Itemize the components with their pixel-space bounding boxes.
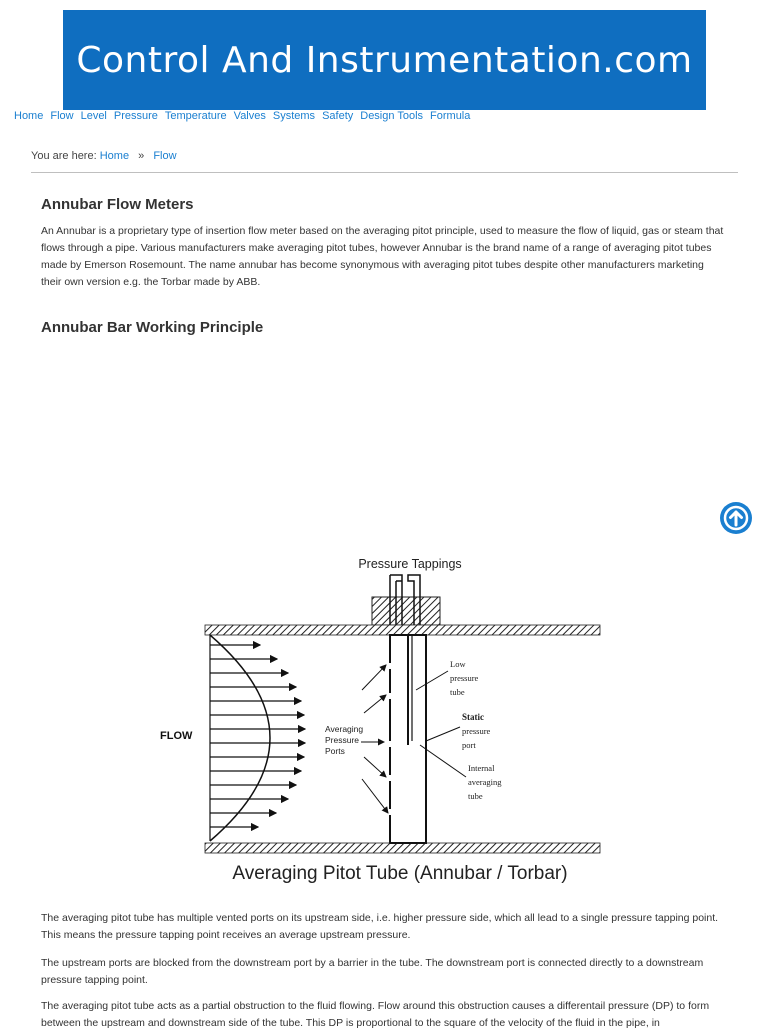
nav-level[interactable]: Level: [80, 110, 107, 122]
pressure-tappings-label: Pressure Tappings: [358, 557, 462, 571]
internal-label-3: tube: [468, 791, 483, 801]
nav-design-tools[interactable]: Design Tools: [360, 110, 424, 122]
nav-flow[interactable]: Flow: [50, 110, 74, 122]
tapping-block: [372, 597, 440, 625]
divider: [31, 172, 738, 173]
nav-systems[interactable]: Systems: [272, 110, 316, 122]
static-label-2: pressure: [462, 726, 491, 736]
velocity-arrows: [210, 645, 305, 827]
scroll-to-top-button[interactable]: [720, 502, 752, 534]
nav-pressure[interactable]: Pressure: [113, 110, 158, 122]
low-label-3: tube: [450, 687, 465, 697]
internal-label-2: averaging: [468, 777, 502, 787]
internal-label-1: Internal: [468, 763, 495, 773]
static-label-1: Static: [462, 712, 484, 722]
breadcrumb: [31, 150, 177, 162]
nav-valves[interactable]: Valves: [233, 110, 266, 122]
site-banner[interactable]: [63, 10, 706, 110]
breadcrumb-separator: »: [138, 150, 145, 162]
banner-title: Control And Instrumentation.com: [76, 39, 693, 81]
paragraph-3: The upstream ports are blocked from the downstream port by a barrier in the tube. The downstream port is connected directly to a downstream pressure tapping point.: [41, 957, 704, 986]
pipe-wall-top: [205, 625, 600, 635]
page-title: Annubar Flow Meters: [41, 196, 194, 213]
ports-label-1: Averaging: [325, 724, 364, 734]
diagram-caption: Averaging Pitot Tube (Annubar / Torbar): [232, 863, 568, 884]
intro-paragraph: An Annubar is a proprietary type of insertion flow meter based on the averaging pitot principle, used to measure the flow of liquid, gas or steam that flows through a pipe. Various manufacturers make averaging pitot tubes, however Annubar is the brand name of a range of averaging pitot tubes made by Emerson Rosemount. The name annubar has become synonymous with averaging pitot tubes despite other manufacturers marketing their own version e.g. the Torbar made by ABB.: [41, 225, 724, 288]
nav-formula[interactable]: Formula: [430, 110, 471, 122]
breadcrumb-home[interactable]: Home: [99, 150, 130, 162]
velocity-profile: [210, 635, 270, 841]
low-label-1: Low: [450, 659, 466, 669]
nav-safety[interactable]: Safety: [322, 110, 354, 122]
static-label-3: port: [462, 740, 476, 750]
paragraph-2: The averaging pitot tube has multiple vented ports on its upstream side, i.e. higher pressure side, which all lead to a single pressure tapping point. This means the pressure tapping point receives an average upstream pressure.: [41, 912, 719, 941]
nav-temperature[interactable]: Temperature: [164, 110, 227, 122]
low-label-2: pressure: [450, 673, 479, 683]
pipe-wall-bottom: [205, 843, 600, 853]
flow-label: FLOW: [160, 730, 193, 742]
section-title: Annubar Bar Working Principle: [41, 319, 264, 336]
arrow-up-circle-icon: [720, 502, 752, 534]
annubar-diagram: [150, 545, 620, 890]
ports-label-3: Ports: [325, 746, 345, 756]
main-nav: [14, 110, 477, 122]
breadcrumb-flow[interactable]: Flow: [153, 150, 177, 162]
nav-home[interactable]: Home: [14, 110, 44, 122]
ports-label-2: Pressure: [325, 735, 360, 745]
paragraph-4: The averaging pitot tube acts as a partial obstruction to the fluid flowing. Flow around this obstruction causes a differentail pressure (DP) to form between the upstream and downstream side of the tube. This DP is proportional to the square of the velocity of the fluid in the pipe, in: [41, 1000, 710, 1029]
breadcrumb-prefix: You are here:: [31, 150, 97, 162]
